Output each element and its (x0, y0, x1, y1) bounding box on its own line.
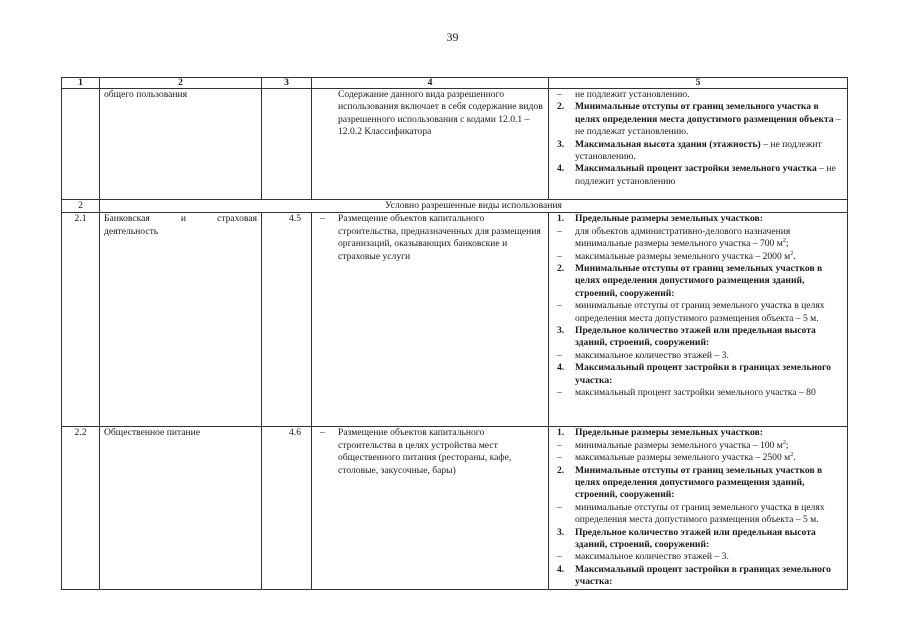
param-heading (553, 139, 843, 164)
param-item: – максимальные размеры земельного участка – 2500 $м^2$. (557, 452, 796, 464)
param-text: минимальные размеры земельного участка – 100 м (575, 439, 783, 451)
header-col-5: 5 (549, 78, 848, 89)
param-number: 4. (557, 163, 565, 175)
row-name-word: и (180, 213, 186, 225)
param-text: максимальное количество этажей – 3. (575, 349, 729, 361)
param-superscript: 2 (790, 250, 794, 257)
section-number: 2 (62, 200, 100, 213)
description-dash: – (320, 213, 325, 225)
param-heading (553, 325, 843, 350)
param-item (553, 350, 843, 362)
row-code: 4.6 (262, 427, 312, 589)
table-row (62, 213, 848, 427)
row-name: Общественное питание (104, 427, 201, 439)
param-value: – не подлежит установлению (575, 163, 836, 187)
param-dash: – (557, 551, 562, 563)
row-description-cell (312, 427, 549, 589)
param-value: – не подлежат установлению. (575, 113, 841, 138)
param-heading (553, 564, 843, 589)
header-col-4: 4 (312, 78, 549, 89)
section-title: Условно разрешенные виды использования (100, 200, 848, 213)
param-number: 1. (557, 427, 565, 439)
param-heading-text: Предельные размеры земельных участков: (575, 427, 763, 439)
param-heading-text: Предельное количество этажей или предельная высота зданий, строений, сооружений: (575, 325, 816, 349)
param-heading (553, 263, 843, 300)
row-name-cell (100, 213, 262, 427)
row-number: 2.1 (62, 213, 100, 427)
param-text: максимальный процент застройки земельного участка – 80 (575, 387, 816, 399)
row-name-word: страховая (217, 213, 257, 225)
continued-num-cell (62, 89, 100, 200)
param-item (553, 502, 843, 527)
param-number: 2. (557, 101, 565, 113)
param-heading-text: Максимальный процент застройки в границах земельного участка: (575, 563, 831, 588)
param-heading-text: Максимальный процент застройки в границах земельного участка: (575, 362, 831, 386)
row-params-cell (549, 427, 848, 589)
param-heading-text: Максимальная высота здания (этажность) (575, 138, 761, 150)
param-superscript: 2 (782, 439, 786, 446)
param-heading-text: Минимальные отступы от границ земельного участка в целях определения места допустимого размещения объекта (575, 101, 834, 125)
param-text: максимальное количество этажей – 3. (575, 551, 729, 563)
param-text: для объектов административно-делового назначения минимальные размеры земельного участка – 700 м (575, 225, 791, 250)
param-item: – минимальные размеры земельного участка – 100 $м^2$; (557, 439, 789, 451)
row-name-first-line (104, 213, 257, 225)
param-heading (553, 163, 843, 188)
continued-name: общего пользования (104, 89, 188, 100)
param-heading (553, 213, 843, 225)
param-dash: – (557, 89, 562, 100)
param-dash: – (557, 439, 562, 451)
param-heading-text: Максимальный процент застройки земельного участка (575, 163, 817, 175)
param-dash: – (557, 349, 562, 361)
param-number: 3. (557, 325, 565, 337)
row-name-word: Банковская (104, 213, 150, 225)
param-item (553, 89, 843, 101)
param-number: 2. (557, 464, 565, 476)
param-dash: – (557, 250, 562, 262)
header-col-3: 3 (262, 78, 312, 89)
section-row (62, 200, 848, 213)
param-item (553, 551, 843, 563)
continued-params-cell (549, 89, 848, 200)
param-number: 2. (557, 263, 565, 275)
param-superscript: 2 (782, 238, 786, 245)
param-item: – максимальные размеры земельного участка – 2000 $м^2$. (557, 250, 796, 262)
param-dash: – (557, 300, 562, 312)
continued-name-cell (100, 89, 262, 200)
continued-description-cell (312, 89, 549, 200)
row-name-second-line: деятельность (104, 225, 159, 237)
continued-code-cell (262, 89, 312, 200)
param-heading-text: Минимальные отступы от границ земельных участков в целях определения допустимого размещения зданий, строений, сооружений: (575, 263, 823, 299)
header-col-2: 2 (100, 78, 262, 89)
param-number: 4. (557, 563, 565, 575)
param-heading-text: Предельное количество этажей или предельная высота зданий, строений, сооружений: (575, 526, 816, 551)
table-row (62, 427, 848, 589)
param-heading (553, 427, 843, 439)
row-name-cell (100, 427, 262, 589)
param-text: максимальные размеры земельного участка – 2000 м (575, 250, 791, 262)
land-use-table (61, 77, 848, 590)
param-item (553, 387, 843, 399)
param-dash: – (557, 387, 562, 399)
param-heading (553, 362, 843, 387)
param-dash: – (557, 452, 562, 464)
param-item: – для объектов административно-делового назначения минимальные размеры земельного участка – 700 $м^2$; (557, 225, 791, 250)
table-header-row (62, 78, 848, 89)
param-heading-text: Минимальные отступы от границ земельных участков в целях определения допустимого размещения зданий, строений, сооружений: (575, 464, 823, 501)
header-col-1: 1 (62, 78, 100, 89)
param-text: не подлежит установлению. (575, 89, 690, 100)
param-value: – не подлежит установлению. (575, 138, 822, 163)
description-dash: – (320, 427, 325, 439)
row-params-cell (549, 213, 848, 427)
param-heading (553, 101, 843, 138)
row-number: 2.2 (62, 427, 100, 589)
param-number: 3. (557, 138, 565, 150)
page-number: 39 (446, 30, 459, 44)
param-text: максимальные размеры земельного участка – 2500 м (575, 452, 791, 464)
continued-description: Содержание данного вида разрешенного использования включает в себя содержание видов разрешенного использования с кодами 12.0.1 – 12.0.2 Классификатора (338, 89, 543, 138)
param-heading (553, 527, 843, 552)
param-number: 3. (557, 526, 565, 538)
param-superscript: 2 (790, 452, 794, 459)
param-heading (553, 465, 843, 502)
param-dash: – (557, 501, 562, 513)
row-code: 4.5 (262, 213, 312, 427)
param-dash: – (557, 225, 562, 237)
row-description: Размещение объектов капитального строительства в целях устройства мест общественного питания (рестораны, кафе, столовые, закусочные, бары) (338, 427, 512, 476)
param-number: 1. (557, 213, 565, 225)
param-text: минимальные отступы от границ земельного участка в целях определения места допустимого размещения объекта – 5 м. (575, 300, 825, 324)
continued-row (62, 89, 848, 200)
param-text: минимальные отступы от границ земельного участка в целях определения места допустимого размещения объекта – 5 м. (575, 501, 825, 526)
row-description-cell (312, 213, 549, 427)
param-heading-text: Предельные размеры земельных участков: (575, 213, 763, 225)
param-number: 4. (557, 362, 565, 374)
row-description: Размещение объектов капитального строительства, предназначенных для размещения организаций, оказывающих банковские и страховые услуги (338, 213, 541, 262)
param-item (553, 300, 843, 325)
